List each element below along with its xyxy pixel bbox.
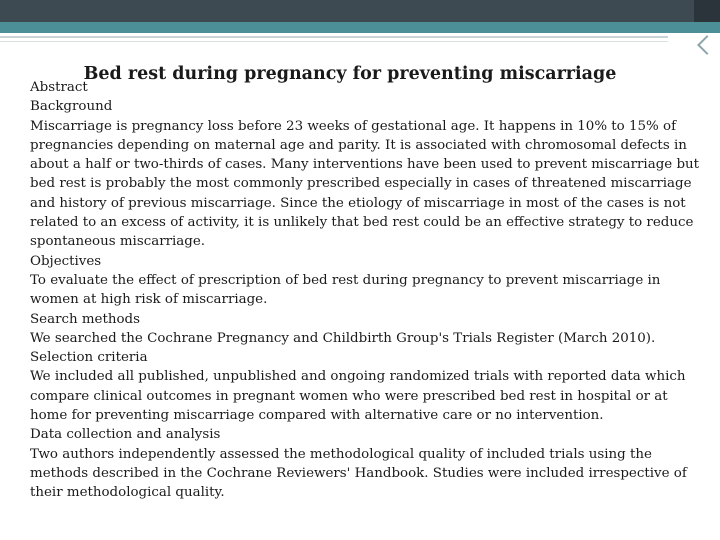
abstract-heading: Abstract bbox=[30, 80, 88, 95]
background-text: Miscarriage is pregnancy loss before 23 weeks of gestational age. It happens in 10% to 15% of pregnancies depending on maternal age and parity. It is associated with chromosomal defects in about a half or two-thirds of cases. Many interventions have been used to prevent miscarriage but bed rest is probably the most commonly prescribed especially in cases of threatened miscarriage and history of previous miscarriage. Since the etiology of miscarriage in most of the cases is not related to an excess of activity, it is unlikely that bed rest could be an effective strategy to reduce spontaneous miscarriage. bbox=[30, 118, 700, 250]
data-collection-heading: Data collection and analysis bbox=[30, 427, 221, 443]
objectives-text: To evaluate the effect of prescription of bed rest during pregnancy to prevent miscarriage in women at high risk of miscarriage. bbox=[30, 272, 661, 308]
background-heading: Background bbox=[30, 99, 113, 115]
selection-criteria-heading: Selection criteria bbox=[30, 350, 148, 366]
slide-divider-bottom bbox=[0, 41, 668, 42]
slide-header-band bbox=[0, 0, 720, 22]
selection-criteria-text: We included all published, unpublished and ongoing randomized trials with reported data which compare clinical outcomes in pregnant women who were prescribed bed rest in hospital or at home for preventing miscarriage compared with alternative care or no intervention. bbox=[30, 369, 686, 424]
slide-header-corner bbox=[694, 0, 720, 22]
objectives-heading: Objectives bbox=[30, 253, 102, 269]
data-collection-text: Two authors independently assessed the methodological quality of included trials using the methods described in the Cochrane Reviewers' Handbook. Studies were included irrespective of their methodological quality. bbox=[30, 446, 687, 501]
search-methods-heading: Search methods bbox=[30, 311, 140, 327]
slide-title: Bed rest during pregnancy for preventing miscarriage bbox=[83, 63, 617, 84]
abstract-body bbox=[30, 78, 700, 503]
search-methods-text: We searched the Cochrane Pregnancy and Childbirth Group's Trials Register (March 2010). bbox=[30, 330, 656, 346]
slide-corner-ornament-icon bbox=[697, 35, 717, 55]
slide-divider-top bbox=[0, 36, 668, 38]
slide-accent-line bbox=[0, 22, 720, 33]
